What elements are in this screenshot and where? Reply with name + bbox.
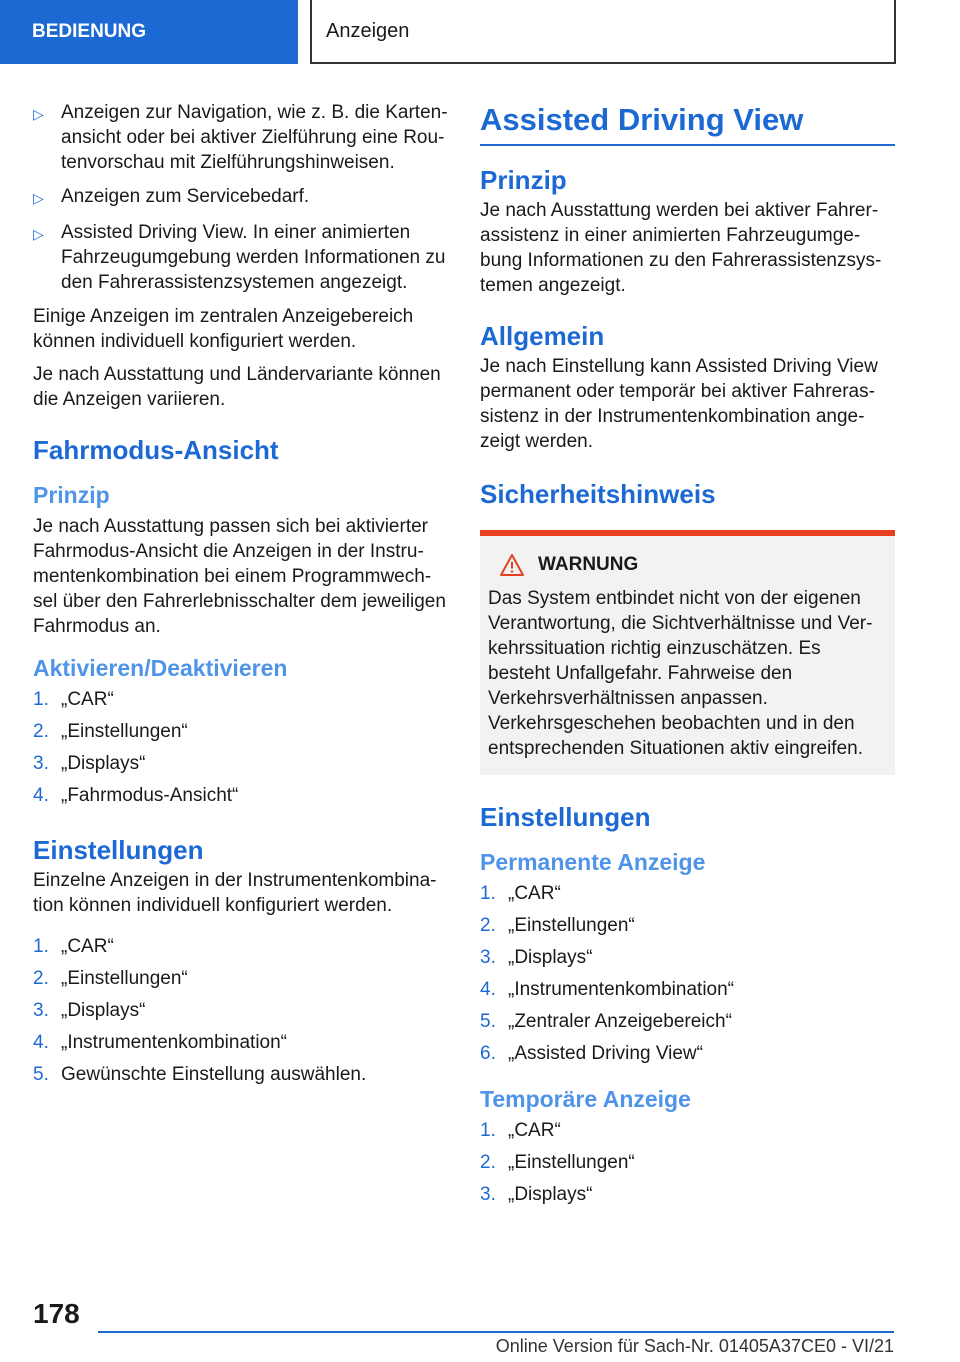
step-number: 5. (480, 1011, 496, 1032)
warning-label: WARNUNG (538, 554, 639, 575)
steps-list (33, 934, 449, 1087)
heading-fahrmodus-ansicht: Fahrmodus-Ansicht (33, 435, 279, 465)
left-column (33, 100, 449, 1094)
footer-text: Online Version für Sach-Nr. 01405A37CE0 - VI/21 (495, 1336, 894, 1356)
step-text: „Instrumentenkombination“ (61, 1032, 287, 1053)
heading-einstellungen: Einstellungen (480, 802, 651, 832)
warning-text: Das System entbindet nicht von der eigenen Verantwortung, die Sichtverhältnisse und Verkehrssituation richtig einzuschätzen. Es besteht Unfallgefahr. Fahrweise den Verkehrsverhältnissen anpassen. Verkehrsgeschehen beobachten und in den entsprechenden Situationen aktiv eingreifen. (488, 588, 873, 759)
paragraph: Je nach Ausstattung passen sich bei aktivierter Fahrmodus-Ansicht die Anzeigen in der Instrumentenkombination bei einem Programmwechsel über den Fahrerlebnisschalter dem jeweiligen Fahrmodus an. (33, 516, 446, 637)
bullet-list (33, 100, 449, 295)
step-text: Gewünschte Einstellung auswählen. (61, 1064, 367, 1085)
step-text: „Displays“ (61, 1000, 146, 1021)
step-number: 2. (33, 968, 49, 989)
warning-box (480, 530, 895, 775)
step-number: 3. (33, 1000, 49, 1021)
step-text: „CAR“ (508, 883, 561, 904)
subheading-aktivieren: Aktivieren/Deaktivieren (33, 655, 288, 681)
page-number: 178 (33, 1298, 80, 1329)
step-number: 2. (480, 915, 496, 936)
step-text: „Assisted Driving View“ (508, 1043, 703, 1064)
step-number: 1. (480, 883, 496, 904)
step-text: „CAR“ (508, 1120, 561, 1141)
step-item (33, 783, 449, 808)
step-item (33, 719, 449, 744)
triangle-right-icon: ▷ (33, 226, 44, 242)
step-number: 6. (480, 1043, 496, 1064)
step-item (480, 977, 895, 1002)
step-text: „Zentraler Anzeigebereich“ (508, 1011, 732, 1032)
heading-sicherheitshinweis: Sicherheitshinweis (480, 479, 716, 509)
steps-list (480, 881, 895, 1066)
list-item (33, 100, 449, 175)
step-number: 1. (33, 936, 49, 957)
step-item (480, 1118, 895, 1143)
step-item (33, 966, 449, 991)
step-number: 1. (480, 1120, 496, 1141)
step-item (33, 1030, 449, 1055)
step-item (480, 881, 895, 906)
main-title: Assisted Driving View (480, 100, 895, 146)
paragraph: Je nach Einstellung kann Assisted Driving View permanent oder temporär bei aktiver Fahrerassistenz in der Instrumentenkombination angezeigt werden. (480, 356, 878, 452)
step-number: 3. (480, 1184, 496, 1205)
step-text: „Displays“ (61, 753, 146, 774)
step-number: 4. (33, 785, 49, 806)
step-text: „Displays“ (508, 1184, 593, 1205)
footer-divider (98, 1331, 894, 1333)
warning-triangle-icon (500, 554, 524, 576)
step-text: „CAR“ (61, 689, 114, 710)
triangle-right-icon: ▷ (33, 106, 44, 122)
step-number: 1. (33, 689, 49, 710)
step-number: 3. (33, 753, 49, 774)
step-item (480, 913, 895, 938)
step-text: „Displays“ (508, 947, 593, 968)
step-number: 2. (480, 1152, 496, 1173)
subheading-temporaere-anzeige: Temporäre Anzeige (480, 1086, 691, 1112)
steps-list (33, 687, 449, 808)
step-text: „Instrumentenkombination“ (508, 979, 734, 1000)
step-text: „Einstellungen“ (508, 1152, 635, 1173)
paragraph: Einige Anzeigen im zentralen Anzeigebereich können individuell konfiguriert werden. (33, 306, 414, 352)
paragraph: Einzelne Anzeigen in der Instrumentenkombination können individuell konfiguriert werden. (33, 870, 437, 916)
step-item (33, 998, 449, 1023)
step-text: „Einstellungen“ (61, 968, 188, 989)
step-text: „CAR“ (61, 936, 114, 957)
step-text: „Einstellungen“ (508, 915, 635, 936)
heading-prinzip: Prinzip (480, 165, 567, 195)
right-column (480, 100, 895, 1214)
step-text: „Einstellungen“ (61, 721, 188, 742)
step-number: 4. (480, 979, 496, 1000)
step-item (480, 1009, 895, 1034)
list-item-text: Anzeigen zur Navigation, wie z. B. die Kartenansicht oder bei aktiver Zielführung eine Routenvorschau mit Zielführungshinweisen. (61, 102, 448, 173)
step-item (480, 1041, 895, 1066)
paragraph: Je nach Ausstattung werden bei aktiver Fahrerassistenz in einer animierten Fahrzeugumgebung Informationen zu den Fahrerassistenzsystemen angezeigt. (480, 200, 882, 296)
subheading-prinzip: Prinzip (33, 482, 110, 508)
heading-einstellungen: Einstellungen (33, 835, 204, 865)
steps-list (480, 1118, 895, 1207)
step-number: 3. (480, 947, 496, 968)
step-number: 4. (33, 1032, 49, 1053)
list-item-text: Anzeigen zum Servicebedarf. (61, 186, 310, 207)
step-item (33, 1062, 449, 1087)
page-header-title: Anzeigen (310, 0, 896, 64)
subheading-permanente-anzeige: Permanente Anzeige (480, 849, 706, 875)
step-item (33, 687, 449, 712)
step-item (33, 934, 449, 959)
paragraph: Je nach Ausstattung und Ländervariante können die Anzeigen variieren. (33, 364, 441, 410)
warning-header (500, 554, 887, 576)
heading-allgemein: Allgemein (480, 321, 605, 351)
list-item (33, 184, 449, 211)
triangle-right-icon: ▷ (33, 190, 44, 206)
step-item (480, 1182, 895, 1207)
step-number: 5. (33, 1064, 49, 1085)
step-item (480, 1150, 895, 1175)
list-item (33, 220, 449, 295)
step-number: 2. (33, 721, 49, 742)
step-item (33, 751, 449, 776)
step-text: „Fahrmodus-Ansicht“ (61, 785, 239, 806)
list-item-text: Assisted Driving View. In einer animierten Fahrzeugumgebung werden Informationen zu den Fahrerassistenzsystemen angezeigt. (61, 222, 446, 293)
step-item (480, 945, 895, 970)
section-tab: BEDIENUNG (0, 0, 298, 64)
